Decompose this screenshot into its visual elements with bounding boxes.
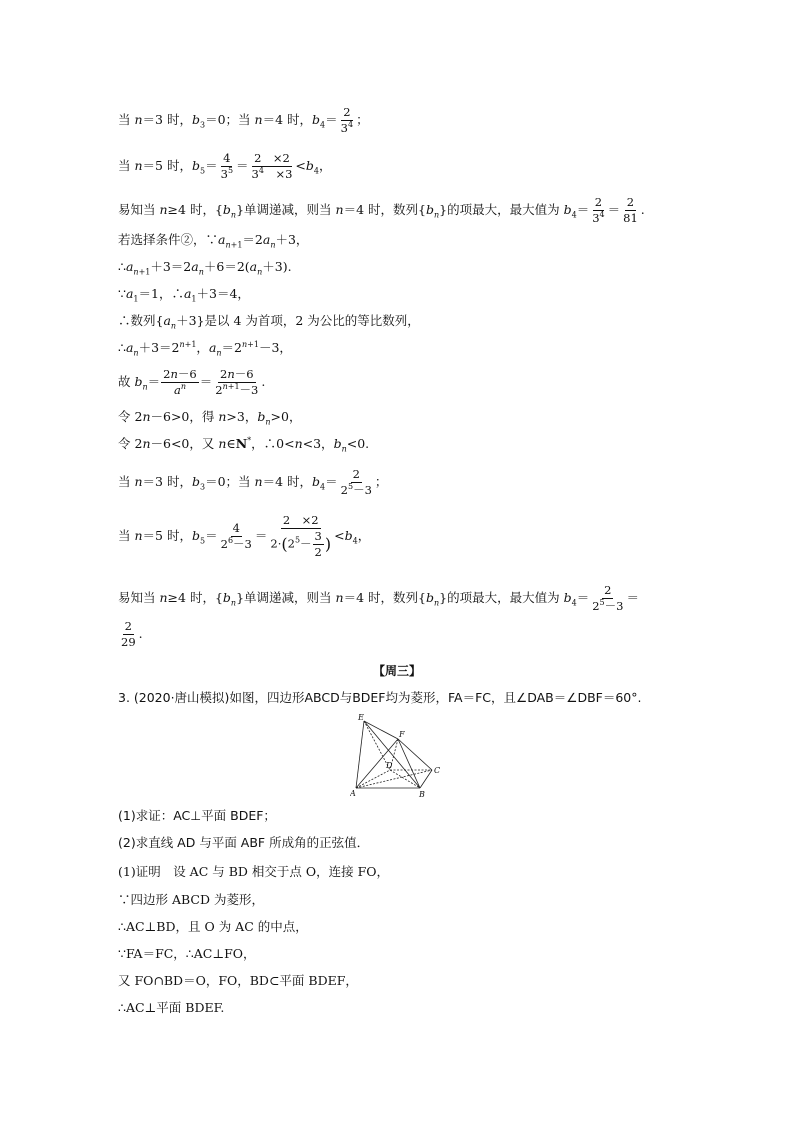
problem-stem: 3. (2020·唐山模拟)如图，四边形ABCD与BDEF均为菱形，FA＝FC，且∠DAB＝∠DBF＝60°. — [118, 690, 642, 705]
question-1: (1)求证：AC⊥平面 BDEF； — [118, 808, 276, 823]
fraction: $\frac{2}{3^4}$ — [592, 195, 605, 225]
edge-EA — [356, 721, 364, 788]
fraction: $\frac{4}{2^6-3}$ — [220, 521, 252, 551]
line-4: 若选择条件②，$\because a_{n+1}=2a_n+3$， — [118, 232, 309, 250]
fraction: 2 ×2 $2\cdot(2^5-$ $\frac{3}{2}$ ) — [270, 513, 332, 559]
geometry-figure — [350, 712, 450, 802]
line-14-cont: $\frac{2}{29}$ . — [121, 619, 143, 649]
line-2: 当 n＝5 时，$b_5=$ $\frac{4}{3^5}$ ＝ $\frac{2 \times 2}{3^4 \times 3}$ $<b_4$， — [118, 151, 332, 181]
proof-line-2: ∵四边形 ABCD 为菱形， — [118, 892, 264, 907]
line-10: 令 2n－6>0，得 n>3，$b_n>0$， — [118, 409, 302, 427]
fraction: $\frac{2n-6}{a^n}$ — [163, 367, 197, 397]
label-D: D — [386, 761, 393, 770]
fraction: $\frac{2}{81}$ — [623, 195, 638, 225]
fraction: $\frac{2 \times 2}{3^4 \times 3}$ — [251, 151, 293, 181]
label-F: F — [399, 730, 405, 739]
line-5: $\therefore a_{n+1}+3=2a_n+6=2(a_n+3)$. — [118, 259, 292, 277]
label-A: A — [350, 789, 356, 798]
line-13: 当 n＝5 时，$b_5=$ $\frac{4}{2^6-3}$ ＝ 2 ×2 $2\cdot(2^5-$ $\frac{3}{2}$ ) $<b_4$， — [118, 513, 371, 559]
proof-line-5: 又 FO∩BD＝O，FO，BD⊂平面 BDEF， — [118, 973, 358, 988]
edge-EB — [364, 721, 420, 788]
line-1: 当 n＝3 时，$b_3=0$；当 n＝4 时，$b_4=$ $\frac{2}{3^4}$ ； — [118, 105, 369, 135]
edge-FB — [398, 739, 420, 788]
fraction: $\frac{2n-6}{2^{n+1}-3}$ — [215, 367, 259, 397]
edge-EF — [364, 721, 398, 739]
fraction: $\frac{2}{2^5-3}$ — [592, 583, 624, 613]
fraction: $\frac{2}{29}$ — [121, 619, 136, 649]
line-7: ∴数列$\{a_n+3\}$是以 4 为首项，2 为公比的等比数列， — [118, 313, 420, 331]
proof-line-3: ∴AC⊥BD，且 O 为 AC 的中点， — [118, 919, 308, 934]
line-3: 易知当 n≥4 时，$\{b_n\}$单调递减，则当 n＝4 时，数列$\{b_n\}$的项最大，最大值为 $b_4=$ $\frac{2}{3^4}$ ＝ $\frac{2}{81}$ . — [118, 195, 645, 225]
fraction: $\frac{2}{3^4}$ — [340, 105, 354, 135]
line-14: 易知当 n≥4 时，$\{b_n\}$单调递减，则当 n＝4 时，数列$\{b_n\}$的项最大，最大值为 $b_4=$ $\frac{2}{2^5-3}$ ＝ — [118, 583, 639, 613]
fraction: $\frac{2}{2^5-3}$ — [340, 467, 372, 497]
proof-line-4: ∵FA＝FC，∴AC⊥FO， — [118, 946, 256, 961]
line-11: 令 2n－6<0，又 n∈N*，∴0<n<3，$b_n<0$. — [118, 435, 370, 454]
edge-FC — [398, 739, 432, 770]
label-B: B — [419, 790, 425, 799]
label-C: C — [434, 766, 441, 775]
line-8: $\therefore a_n+3=2^{n+1}$，$a_n=2^{n+1}-3$， — [118, 339, 292, 358]
edge-AD — [356, 770, 390, 788]
line-6: $\because a_1=1$，$\therefore a_1+3=4$， — [118, 286, 250, 304]
proof-line-1: (1)证明 设 AC 与 BD 相交于点 O，连接 FO， — [118, 864, 390, 879]
question-2: (2)求直线 AD 与平面 ABF 所成角的正弦值． — [118, 835, 370, 850]
proof-line-6: ∴AC⊥平面 BDEF. — [118, 1000, 225, 1015]
section-title: 【周三】 — [372, 664, 421, 678]
label-E: E — [358, 713, 364, 722]
line-9: 故 $b_n=$ $\frac{2n-6}{a^n}$ ＝ $\frac{2n-6}{2^{n+1}-3}$ . — [118, 367, 266, 397]
line-12: 当 n＝3 时，$b_3=0$；当 n＝4 时，$b_4=$ $\frac{2}{2^5-3}$ ； — [118, 467, 388, 497]
fraction: $\frac{4}{3^5}$ — [220, 151, 234, 181]
